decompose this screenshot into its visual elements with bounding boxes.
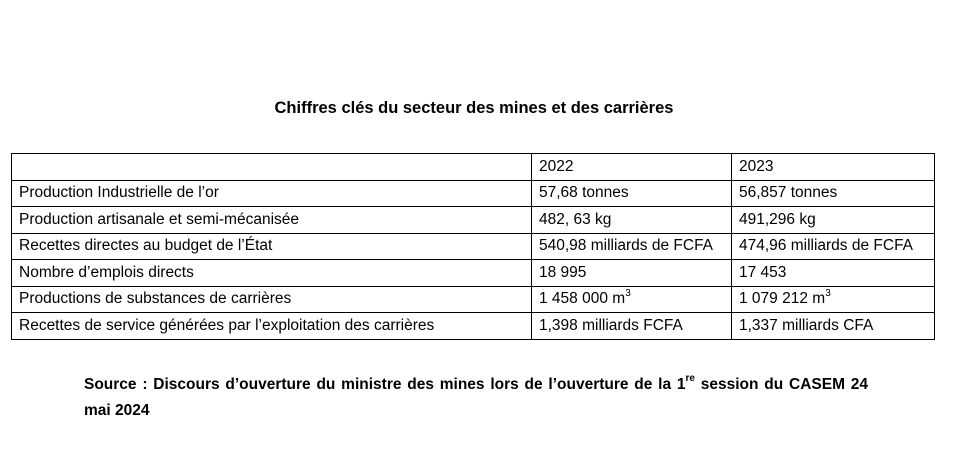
value-2023: 56,857 tonnes	[732, 180, 935, 207]
row-label: Production artisanale et semi-mécanisée	[12, 207, 532, 234]
row-label: Nombre d’emplois directs	[12, 260, 532, 287]
table-header-row	[12, 154, 935, 181]
table-row	[12, 313, 935, 340]
value-2023: 17 453	[732, 260, 935, 287]
row-label: Productions de substances de carrières	[12, 286, 532, 313]
ordinal-suffix: re	[685, 372, 695, 384]
value-2022: 482, 63 kg	[532, 207, 732, 234]
table-row	[12, 260, 935, 287]
table-header-cell: 2023	[732, 154, 935, 181]
value-2022: 1,398 milliards FCFA	[532, 313, 732, 340]
page-title: Chiffres clés du secteur des mines et des carrières	[274, 99, 674, 117]
key-figures-table	[11, 153, 935, 340]
row-label: Production Industrielle de l’or	[12, 180, 532, 207]
source-text-end: session du CASEM 24 mai 2024	[84, 376, 869, 419]
table-row	[12, 233, 935, 260]
value-2022: 540,98 milliards de FCFA	[532, 233, 732, 260]
value-text: 1 458 000 m	[539, 290, 626, 308]
value-2023: 491,296 kg	[732, 207, 935, 234]
value-2023: 1,337 milliards CFA	[732, 313, 935, 340]
value-2022: 18 995	[532, 260, 732, 287]
value-text: 1 079 212 m	[739, 290, 826, 308]
row-label: Recettes directes au budget de l’État	[12, 233, 532, 260]
table-header-cell: 2022	[532, 154, 732, 181]
source-text: Source : Discours d’ouverture du ministre des mines lors de l’ouverture de la 1	[84, 376, 686, 393]
value-2023	[732, 286, 935, 313]
value-2022	[532, 286, 732, 313]
unit-exponent: 3	[825, 288, 831, 300]
value-2023: 474,96 milliards de FCFA	[732, 233, 935, 260]
table-row	[12, 207, 935, 234]
table-header-cell	[12, 154, 532, 181]
value-2022: 57,68 tonnes	[532, 180, 732, 207]
unit-exponent: 3	[625, 288, 631, 300]
row-label: Recettes de service générées par l’exploitation des carrières	[12, 313, 532, 340]
table-row	[12, 180, 935, 207]
table-row	[12, 286, 935, 313]
source-note	[84, 372, 868, 424]
